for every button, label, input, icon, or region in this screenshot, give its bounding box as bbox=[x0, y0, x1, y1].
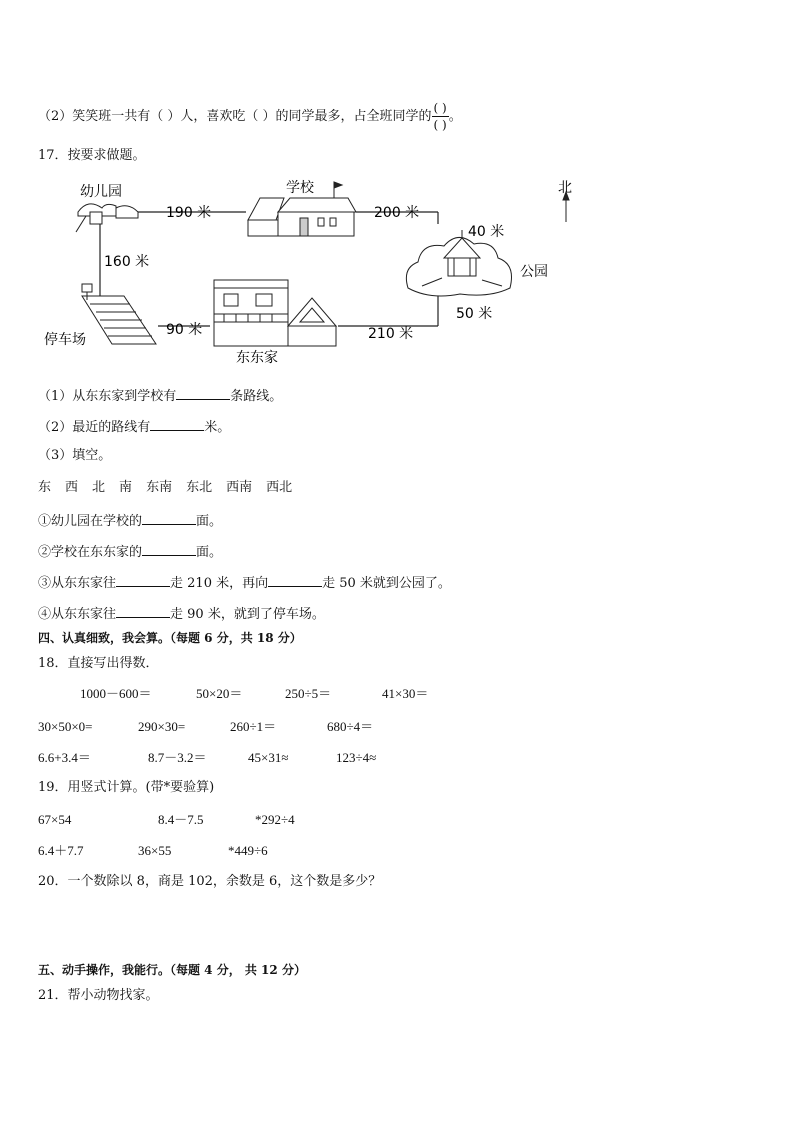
fraction-numerator: ( ) bbox=[433, 101, 447, 115]
label-home: 东东家 bbox=[236, 350, 278, 366]
section-4-heading: 四、认真细致，我会算。（每题 6 分，共 18 分） bbox=[38, 631, 302, 645]
calc-item: 50×20＝ bbox=[196, 686, 243, 701]
fill-4-end: 走 90 米，就到了停车场。 bbox=[170, 607, 325, 622]
answer-blank[interactable] bbox=[176, 385, 230, 400]
vertical-calc-item: 8.4－7.5 bbox=[158, 812, 204, 827]
q17-sub1-text: （1）从东东家到学校有 bbox=[38, 389, 177, 404]
calc-item: 260÷1＝ bbox=[230, 719, 277, 734]
vertical-calc-item: 36×55 bbox=[138, 843, 172, 858]
q21-text: 21．帮小动物找家。 bbox=[38, 988, 159, 1003]
q20-text: 20．一个数除以 8，商是 102，余数是 6，这个数是多少？ bbox=[38, 874, 382, 889]
vertical-calc-item: *292÷4 bbox=[255, 812, 295, 827]
answer-blank[interactable] bbox=[142, 541, 196, 556]
q17-sub1 bbox=[38, 385, 282, 406]
vertical-calc-item: 67×54 bbox=[38, 812, 72, 827]
distance-210: 210 米 bbox=[368, 326, 414, 342]
fill-2 bbox=[38, 541, 222, 562]
fill-1-text: ①幼儿园在学校的 bbox=[38, 514, 143, 529]
section-5-heading: 五、动手操作，我能行。（每题 4 分， 共 12 分） bbox=[38, 963, 306, 977]
calc-item: 30×50×0= bbox=[38, 719, 93, 734]
fill-4 bbox=[38, 603, 325, 624]
direction-word: 北 bbox=[92, 480, 106, 495]
vertical-calc-item: 6.4＋7.7 bbox=[38, 843, 84, 858]
direction-word: 东 bbox=[38, 480, 52, 495]
label-kindergarten: 幼儿园 bbox=[80, 184, 122, 200]
fill-3 bbox=[38, 572, 451, 593]
label-school: 学校 bbox=[286, 180, 314, 196]
direction-word: 东南 bbox=[146, 480, 173, 495]
answer-blank[interactable] bbox=[116, 572, 170, 587]
kindergarten-icon bbox=[76, 204, 138, 232]
q17-sub2 bbox=[38, 416, 230, 437]
fill-3-mid: 走 210 米，再向 bbox=[170, 576, 269, 591]
q17-sub3: （3）填空。 bbox=[38, 448, 112, 463]
q16-part2 bbox=[38, 100, 462, 133]
fill-1-end: 面。 bbox=[196, 514, 223, 529]
parking-lot-icon bbox=[82, 284, 156, 344]
calc-item: 123÷4≈ bbox=[336, 750, 377, 765]
calc-item: 680÷4＝ bbox=[327, 719, 374, 734]
calc-item: 1000－600＝ bbox=[80, 686, 152, 701]
calc-item: 45×31≈ bbox=[248, 750, 289, 765]
distance-50: 50 米 bbox=[456, 306, 493, 322]
answer-blank[interactable] bbox=[150, 416, 204, 431]
fill-2-end: 面。 bbox=[196, 545, 223, 560]
q19-title: 19．用竖式计算。(带*要验算) bbox=[38, 780, 215, 795]
calc-item: 6.6+3.4＝ bbox=[38, 750, 91, 765]
q16-part2-end: 。 bbox=[448, 109, 462, 124]
distance-200: 200 米 bbox=[374, 205, 420, 221]
direction-word: 南 bbox=[119, 480, 133, 495]
direction-words bbox=[38, 479, 292, 497]
fill-3-text: ③从东东家往 bbox=[38, 576, 117, 591]
calc-item: 250÷5＝ bbox=[285, 686, 332, 701]
calc-item: 290×30= bbox=[138, 719, 186, 734]
q17-sub2-end: 米。 bbox=[204, 420, 231, 435]
fraction bbox=[432, 100, 449, 133]
fill-4-text: ④从东东家往 bbox=[38, 607, 117, 622]
vertical-calc-item: *449÷6 bbox=[228, 843, 268, 858]
home-icon bbox=[214, 280, 336, 346]
distance-160: 160 米 bbox=[104, 254, 150, 270]
direction-word: 东北 bbox=[186, 480, 213, 495]
route-map bbox=[38, 176, 572, 366]
direction-word: 西 bbox=[65, 480, 79, 495]
label-parking: 停车场 bbox=[44, 332, 86, 348]
answer-blank[interactable] bbox=[116, 603, 170, 618]
q16-part2-text: （2）笑笑班一共有（ ）人，喜欢吃（ ）的同学最多，占全班同学的 bbox=[38, 109, 432, 124]
fraction-denominator: ( ) bbox=[433, 118, 447, 132]
calc-item: 8.7－3.2＝ bbox=[148, 750, 207, 765]
answer-blank[interactable] bbox=[268, 572, 322, 587]
direction-word: 西北 bbox=[266, 480, 293, 495]
q18-title: 18．直接写出得数． bbox=[38, 656, 159, 671]
distance-190: 190 米 bbox=[166, 205, 212, 221]
north-arrow-icon bbox=[563, 192, 569, 222]
fill-2-text: ②学校在东东家的 bbox=[38, 545, 143, 560]
q17-sub1-end: 条路线。 bbox=[230, 389, 283, 404]
q17-sub2-text: （2）最近的路线有 bbox=[38, 420, 151, 435]
fill-1 bbox=[38, 510, 222, 531]
direction-word: 西南 bbox=[226, 480, 253, 495]
q17-title: 17．按要求做题。 bbox=[38, 148, 146, 163]
fill-3-end: 走 50 米就到公园了。 bbox=[322, 576, 451, 591]
calc-item: 41×30＝ bbox=[382, 686, 429, 701]
distance-40: 40 米 bbox=[468, 224, 505, 240]
label-north: 北 bbox=[558, 180, 572, 196]
distance-90: 90 米 bbox=[166, 322, 203, 338]
answer-blank[interactable] bbox=[142, 510, 196, 525]
label-park: 公园 bbox=[520, 264, 548, 280]
